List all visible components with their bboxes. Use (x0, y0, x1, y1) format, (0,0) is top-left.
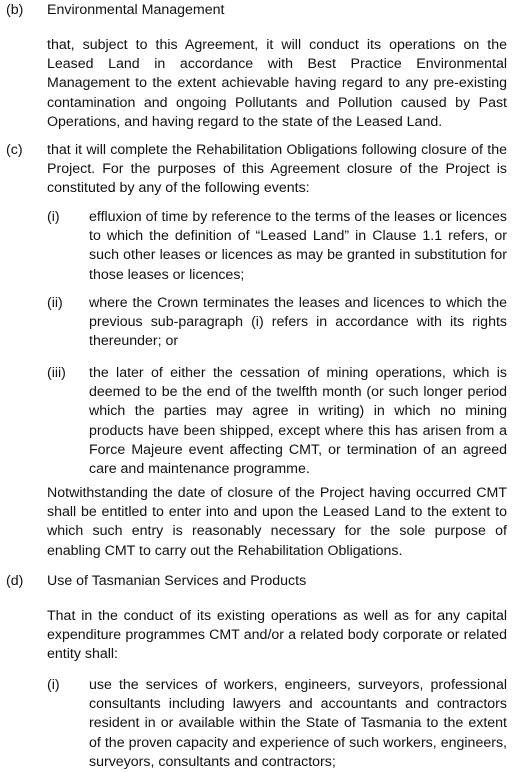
subclause-marker-c-iii: (iii) (47, 365, 66, 381)
clause-heading-tasmanian-services: Use of Tasmanian Services and Products (47, 573, 307, 589)
clause-marker-d: (d) (6, 573, 24, 589)
subclause-d-i-text: use the services of workers, engineers, surveyors, professional consultants including lawyers and accountants and contractors resident in or available within the State of Tasmania to the extent of the proven capacity and experience of such workers, engineers, surveyors, consultants and contractors; (89, 677, 507, 770)
clause-marker-c: (c) (6, 142, 23, 158)
subclause-marker-d-i: (i) (47, 677, 60, 693)
clause-marker-b: (b) (6, 2, 24, 18)
clause-d-intro: That in the conduct of its existing operations as well as for any capital expenditure programmes CMT and/or a related body corporate or related entity shall: (47, 608, 507, 663)
clause-c-intro: that it will complete the Rehabilitation Obligations following closure of the Project. For the purposes of this Agreement closure of the Project is constituted by any of the following events: (47, 142, 507, 197)
subclause-marker-c-ii: (ii) (47, 295, 63, 311)
clause-b-body: that, subject to this Agreement, it will conduct its operations on the Leased Land in accordance with Best Practice Environmental Management to the extent achievable having regard to any pre-existing contamination and ongoing Pollutants and Pollution caused by Past Operations, and having regard to the state of the Leased Land. (47, 37, 507, 130)
clause-c-closing: Notwithstanding the date of closure of the Project having occurred CMT shall be entitled to enter into and upon the Leased Land to the extent to which such entry is reasonably necessary for the sole purpose of enabling CMT to carry out the Rehabilitation Obligations. (47, 485, 507, 559)
clause-heading-environmental-management: Environmental Management (47, 2, 225, 18)
subclause-marker-c-i: (i) (47, 209, 60, 225)
subclause-c-i-text: effluxion of time by reference to the terms of the leases or licences to which the definition of “Leased Land” in Clause 1.1 refers, or such other leases or licences as may be granted in substitution for those leases or licences; (89, 209, 507, 283)
subclause-c-ii-text: where the Crown terminates the leases and licences to which the previous sub-paragraph (i) refers in accordance with its rights thereunder; or (89, 295, 507, 350)
subclause-c-iii-text: the later of either the cessation of mining operations, which is deemed to be the end of the twelfth month (or such longer period which the parties may agree in writing) in which no mining products have been shipped, except where this has arisen from a Force Majeure event affecting CMT, or termination of an agreed care and maintenance programme. (89, 365, 507, 478)
